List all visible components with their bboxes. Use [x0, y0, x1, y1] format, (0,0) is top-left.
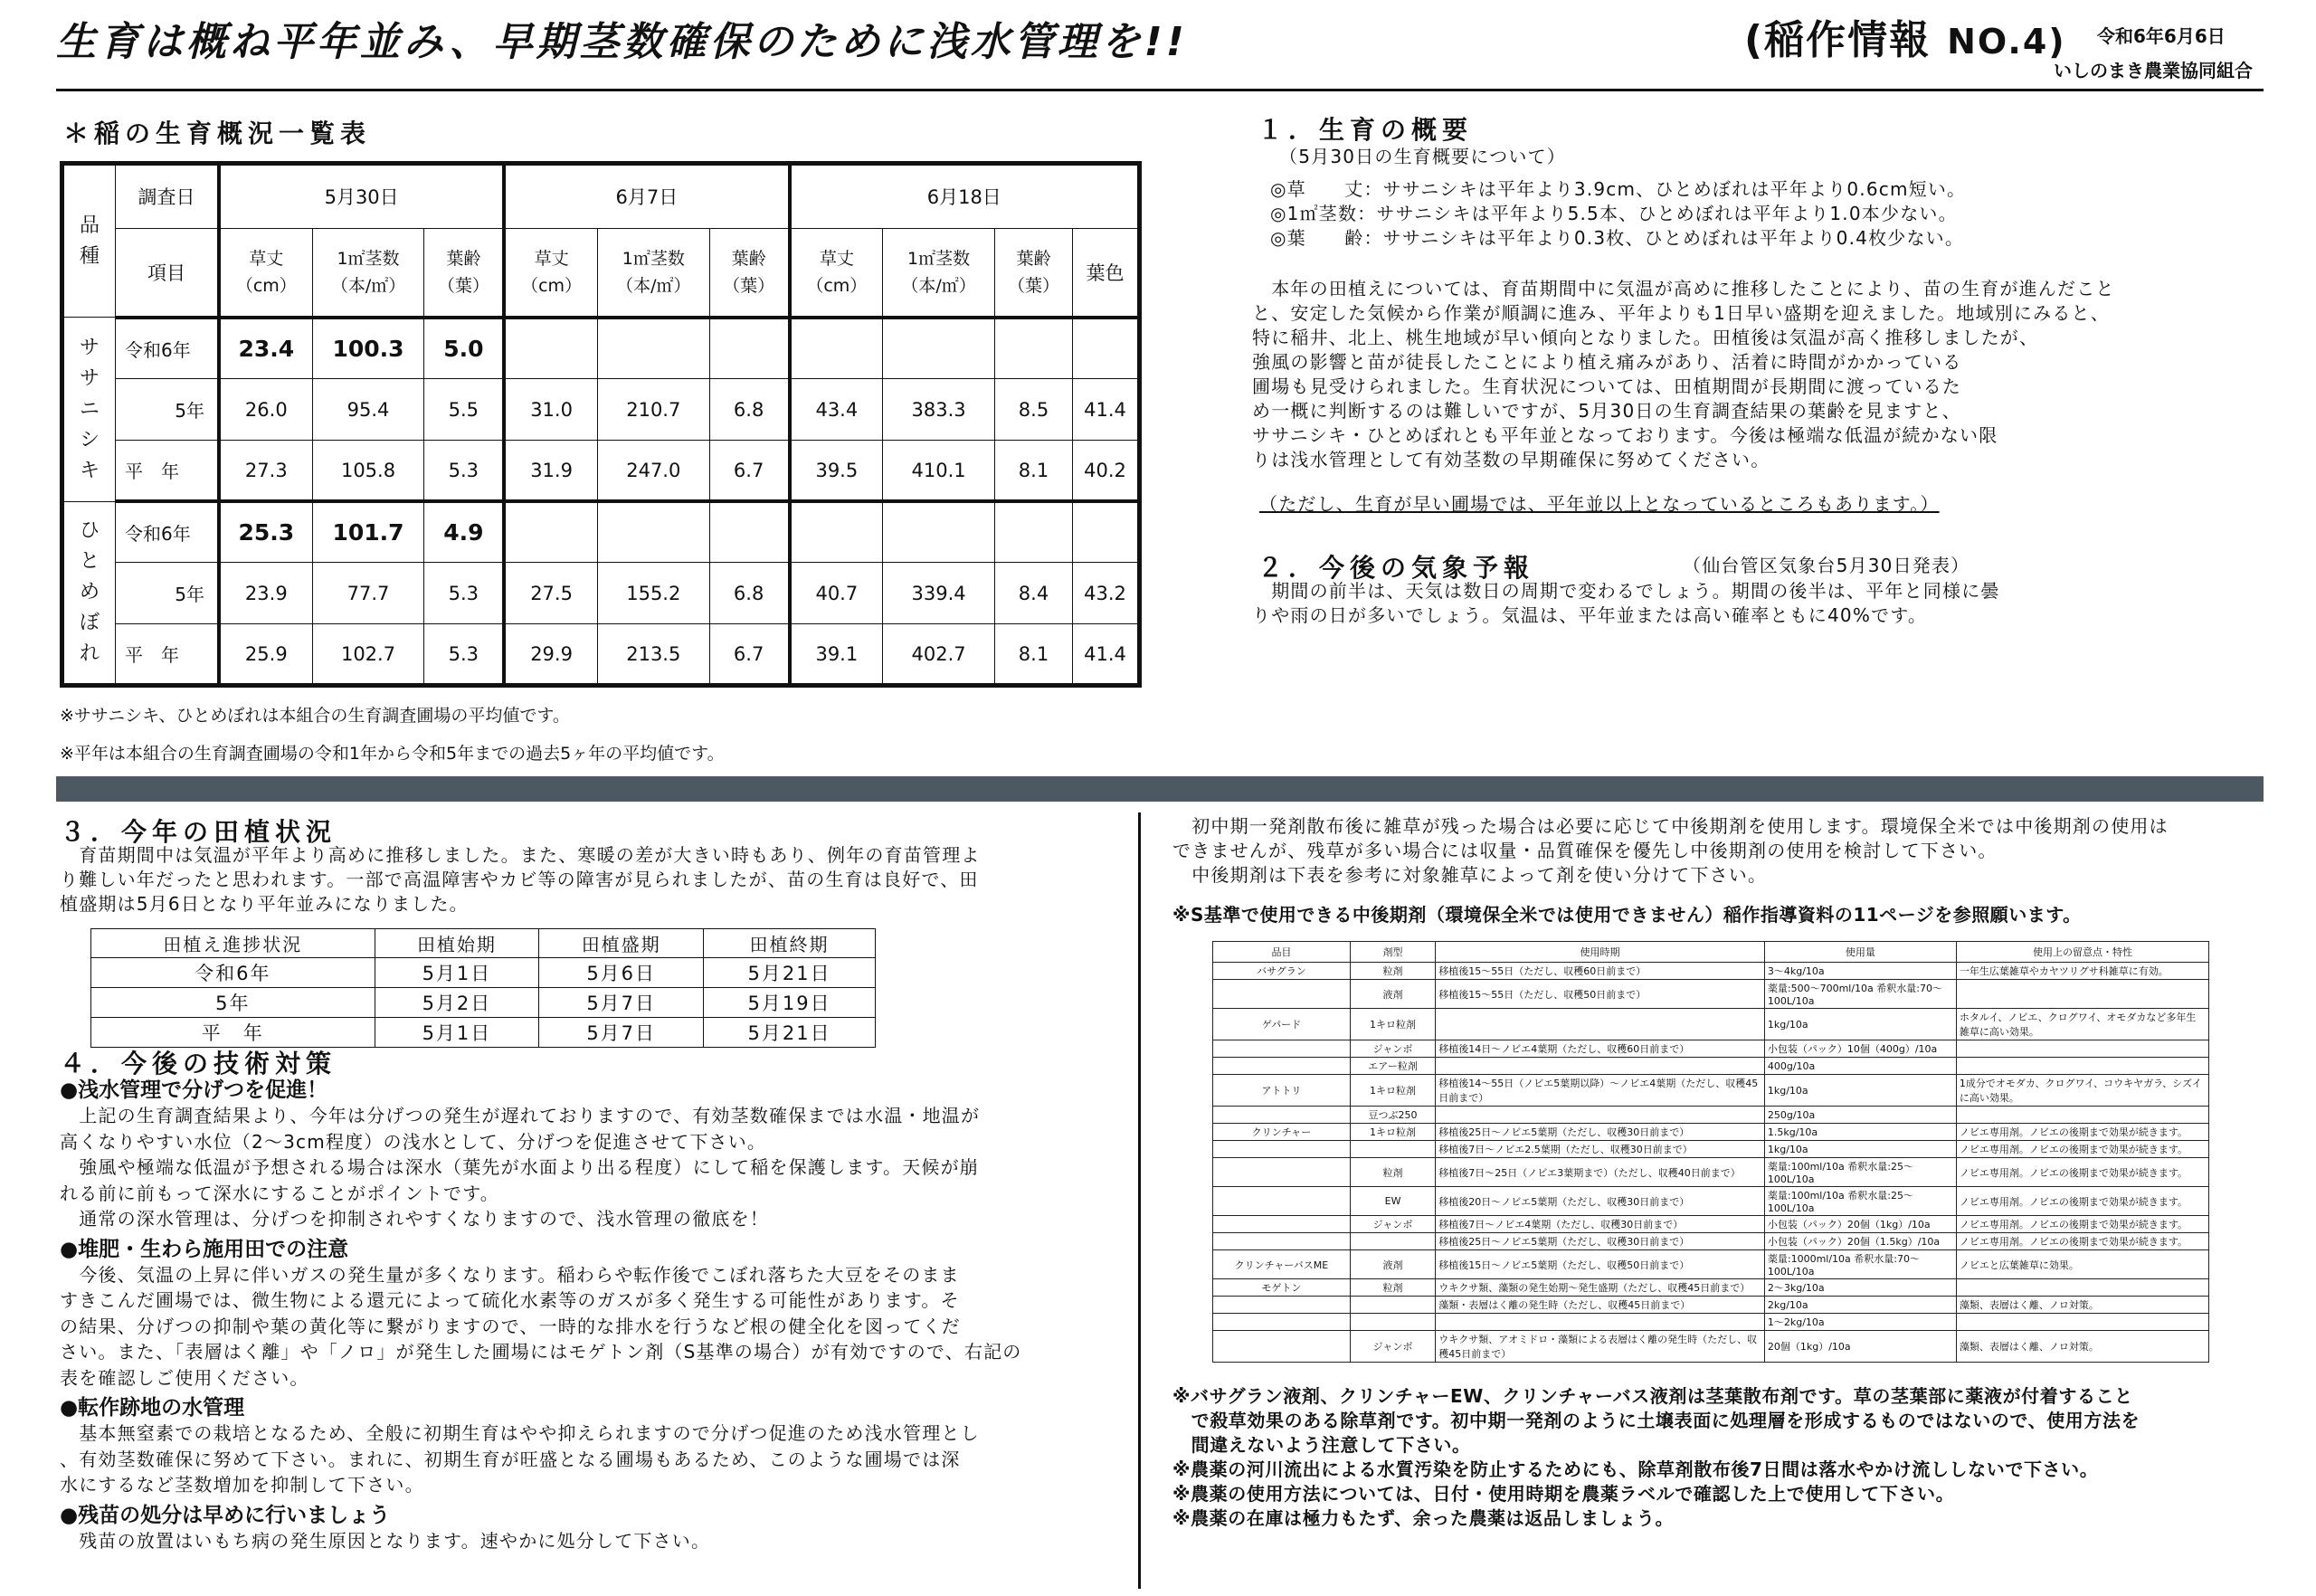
data-cell — [994, 501, 1072, 563]
herbicide-cell: 小包装（パック）20個（1.5kg）/10a — [1764, 1233, 1956, 1250]
data-cell: 95.4 — [312, 379, 424, 441]
data-cell: 77.7 — [312, 563, 424, 624]
note-line: ※農薬の在庫は極力もたず、余った農薬は返品しましょう。 — [1172, 1507, 1675, 1529]
herbicide-cell: 豆つぶ250 — [1350, 1107, 1435, 1124]
section4-title: ４．今後の技術対策 — [60, 1049, 337, 1078]
section2-source: （仙台管区気象台5月30日発表） — [1683, 555, 1970, 576]
herbicide-cell: ノビエ専用剤。ノビエの後期まで効果が続きます。 — [1956, 1233, 2208, 1250]
data-cell: 210.7 — [597, 379, 709, 441]
planting-header: 田植始期 — [375, 929, 539, 958]
summary-bullet: ◎1㎡茎数：ササニシキは平年より5.5本、ひとめぼれは平年より1.0本少ない。 — [1270, 203, 1958, 224]
date-header: 5月30日 — [219, 164, 504, 229]
growth-table-title: ＊稲の生育概況一覧表 — [63, 119, 372, 148]
data-cell — [883, 501, 995, 563]
herbicide-cell: 20個（1kg）/10a — [1764, 1331, 1956, 1363]
column-divider — [1138, 812, 1141, 1589]
right-intro — [1172, 814, 2258, 888]
section2-line: 期間の前半は、天気は数日の周期で変わるでしょう。期間の後半は、平年と同様に曇 — [1252, 580, 2000, 602]
tech-line: 通常の深水管理は、分げつを抑制されやすくなりますので、浅水管理の徹底を！ — [60, 1208, 769, 1230]
herbicide-cell: 移植後15～55日（ただし、収穫50日前まで） — [1436, 980, 1765, 1009]
herbicide-cell: 薬量:500～700ml/10a 希釈水量:70～100L/10a — [1764, 980, 1956, 1009]
tech-line: 表を確認しご使用ください。 — [60, 1366, 309, 1389]
herbicide-header: 使用量 — [1764, 942, 1956, 963]
herbicide-cell — [1213, 1141, 1351, 1158]
herbicide-cell: 液剤 — [1350, 980, 1435, 1009]
growth-table — [60, 161, 1142, 688]
data-cell: 8.1 — [994, 624, 1072, 686]
herbicide-cell — [1436, 1009, 1765, 1040]
herbicide-cell: ウキクサ類、藻類の発生始期～発生盛期（ただし、収穫45日前まで） — [1436, 1279, 1765, 1297]
herbicide-cell: 移植後7日～25日（ノビエ3葉期まで）（ただし、収穫40日前まで） — [1436, 1158, 1765, 1187]
variety-header: 品 種 — [62, 164, 116, 318]
data-cell — [994, 318, 1072, 379]
herbicide-cell — [1213, 1233, 1351, 1250]
section1-line: 強風の影響と苗が徒長したことにより植え痛みがあり、活着に時間がかかっている — [1252, 351, 1962, 373]
data-cell: 402.7 — [883, 624, 995, 686]
herbicide-cell — [1436, 1107, 1765, 1124]
data-cell: 6.7 — [709, 440, 789, 501]
section1-line: 本年の田植えについては、育苗期間中に気温が高めに推移したことにより、苗の生育が進んだこと — [1252, 278, 2115, 299]
data-cell: 41.4 — [1073, 624, 1140, 686]
planting-cell: 5月21日 — [704, 1018, 876, 1048]
herbicide-cell: 移植後25日～ノビエ5葉期（ただし、収穫30日前まで） — [1436, 1233, 1765, 1250]
planting-row-label: 平 年 — [91, 1018, 375, 1048]
intro-line: 中後期剤は下表を参考に対象雑草によって剤を使い分けて下さい。 — [1172, 864, 1768, 886]
herbicide-cell: EW — [1350, 1187, 1435, 1216]
herbicide-cell: 薬量:100ml/10a 希釈水量:25～100L/10a — [1764, 1187, 1956, 1216]
herbicide-cell — [1350, 1141, 1435, 1158]
herbicide-cell: 1キロ粒剤 — [1350, 1124, 1435, 1141]
herbicide-cell: 3～4kg/10a — [1764, 963, 1956, 980]
section1-line: ササニシキ・ひとめぼれとも平年並となっております。今後は極端な低温が続かない限 — [1252, 424, 1998, 446]
herbicide-cell — [1213, 1158, 1351, 1187]
data-cell: 4.9 — [424, 501, 504, 563]
section1-line: りは浅水管理として有効茎数の早期確保に努めてください。 — [1252, 449, 1770, 470]
herbicide-cell: ノビエ専用剤。ノビエの後期まで効果が続きます。 — [1956, 1124, 2208, 1141]
tech-line: さい。また、「表層はく離」や「ノロ」が発生した圃場にはモゲトン剤（S基準の場合）が有効ですので、右記の — [60, 1341, 1022, 1363]
herbicide-cell: ノビエ専用剤。ノビエの後期まで効果が続きます。 — [1956, 1141, 2208, 1158]
planting-cell: 5月7日 — [539, 1018, 704, 1048]
data-cell: 410.1 — [883, 440, 995, 501]
data-cell: 23.4 — [219, 318, 312, 379]
herbicide-cell: 1キロ粒剤 — [1350, 1009, 1435, 1040]
section3-body — [60, 843, 1115, 917]
row-label: 5年 — [116, 563, 220, 624]
herbicide-cell: 薬量:100ml/10a 希釈水量:25～100L/10a — [1764, 1158, 1956, 1187]
metric-header: 1㎡茎数 （本/㎡） — [312, 228, 424, 318]
variety-name: サ サ ニ シ キ — [62, 318, 116, 501]
herbicide-cell — [1436, 1314, 1765, 1331]
herbicide-cell: 400g/10a — [1764, 1058, 1956, 1075]
tech-line: 、有効茎数確保に努めて下さい。まれに、初期生育が旺盛となる圃場もあるため、このような圃場では深 — [60, 1448, 961, 1470]
data-cell: 5.3 — [424, 563, 504, 624]
section2-line: りや雨の日が多いでしょう。気温は、平年並または高い確率ともに40%です。 — [1252, 604, 1928, 626]
data-cell: 27.5 — [504, 563, 597, 624]
planting-header: 田植終期 — [704, 929, 876, 958]
herbicide-cell: 薬量:1000ml/10a 希釈水量:70～100L/10a — [1764, 1250, 1956, 1279]
tech-line: すきこんだ圃場では、微生物による還元によって硫化水素等のガスが多く発生する可能性があります。そ — [60, 1289, 960, 1311]
section3-line: り難しい年だったと思われます。一部で高温障害やカビ等の障害が見られましたが、苗の生育は良好で、田 — [60, 869, 979, 890]
survey-date-header: 調査日 — [116, 164, 220, 229]
herbicide-cell — [1956, 980, 2208, 1009]
herbicide-cell — [1213, 1331, 1351, 1363]
growth-note-2: ※平年は本組合の生育調査圃場の令和1年から令和5年までの過去5ヶ年の平均値です。 — [60, 744, 725, 764]
tech-line: 上記の生育調査結果より、今年は分げつの発生が遅れておりますので、有効茎数確保までは水温・地温が — [60, 1105, 981, 1126]
tech-line: 強風や極端な低温が予想される場合は深水（葉先が水面より出る程度）にして稲を保護します。天候が崩 — [60, 1156, 979, 1178]
row-label: 平 年 — [116, 440, 220, 501]
data-cell — [1073, 501, 1140, 563]
herbicide-cell: ノビエ専用剤。ノビエの後期まで効果が続きます。 — [1956, 1158, 2208, 1187]
tech-line: の結果、分げつの抑制や葉の黄化等に繋がりますので、一時的な排水を行うなど根の健全化を図ってくだ — [60, 1315, 961, 1337]
planting-row-label: 令和6年 — [91, 958, 375, 988]
metric-header: 草丈 （cm） — [219, 228, 312, 318]
organization-name: いしのまき農業協同組合 — [2054, 60, 2253, 81]
data-cell: 40.2 — [1073, 440, 1140, 501]
herbicide-cell: 粒剤 — [1350, 1158, 1435, 1187]
data-cell: 102.7 — [312, 624, 424, 686]
herbicide-cell — [1213, 1040, 1351, 1058]
herbicide-cell: 1kg/10a — [1764, 1075, 1956, 1107]
planting-row-label: 5年 — [91, 988, 375, 1018]
herbicide-cell: ノビエと広葉雑草に効果。 — [1956, 1250, 2208, 1279]
metric-header: 草丈 （cm） — [790, 228, 883, 318]
section1-body — [1252, 277, 2220, 472]
herbicide-cell: ジャンボ — [1350, 1040, 1435, 1058]
herbicide-cell — [1213, 1107, 1351, 1124]
data-cell: 339.4 — [883, 563, 995, 624]
planting-cell: 5月1日 — [375, 1018, 539, 1048]
herbicide-cell: 1成分でオモダカ、クログワイ、コウキヤガラ、シズイに高い効果。 — [1956, 1075, 2208, 1107]
note-line: 間違えないよう注意して下さい。 — [1172, 1434, 1471, 1456]
data-cell: 8.4 — [994, 563, 1072, 624]
variety-name: ひ と め ぼ れ — [62, 501, 116, 685]
herbicide-cell — [1956, 1040, 2208, 1058]
herbicide-cell: 移植後7日～ノビエ4葉期（ただし、収穫30日前まで） — [1436, 1216, 1765, 1233]
herbicide-cell — [1213, 980, 1351, 1009]
herbicide-cell: ジャンボ — [1350, 1331, 1435, 1363]
herbicide-cell: 粒剤 — [1350, 963, 1435, 980]
herbicide-header: 使用上の留意点・特性 — [1956, 942, 2208, 963]
tech-heading: ●浅水管理で分げつを促進！ — [60, 1078, 328, 1102]
data-cell: 247.0 — [597, 440, 709, 501]
leaf-color-header: 葉色 — [1073, 228, 1140, 318]
data-cell: 25.3 — [219, 501, 312, 563]
herbicide-cell: クリンチャーバスME — [1213, 1250, 1351, 1279]
metric-header: 葉齢 （葉） — [424, 228, 504, 318]
herbicide-cell: ジャンボ — [1350, 1216, 1435, 1233]
herbicide-table — [1212, 941, 2209, 1363]
data-cell: 5.3 — [424, 624, 504, 686]
section1-line: と、安定した気候から作業が順調に進み、平年よりも1日早い盛期を迎えました。地域別にみると、 — [1252, 302, 2110, 324]
planting-table — [90, 928, 876, 1048]
data-cell: 31.9 — [504, 440, 597, 501]
header-divider — [56, 89, 2264, 91]
data-cell — [1073, 318, 1140, 379]
herbicide-cell — [1213, 1187, 1351, 1216]
herbicide-cell: クリンチャー — [1213, 1124, 1351, 1141]
herbicide-cell: 小包装（パック）20個（1kg）/10a — [1764, 1216, 1956, 1233]
data-cell: 101.7 — [312, 501, 424, 563]
tech-line: 基本無窒素での栽培となるため、全般に初期生育はやや抑えられますので分げつ促進のため浅水管理とし — [60, 1422, 980, 1444]
reference-note: ※S基準で使用できる中後期剤（環境保全米では使用できません）稲作指導資料の11ページを参照願います。 — [1172, 904, 2082, 926]
herbicide-cell: 移植後14日～ノビエ4葉期（ただし、収穫60日前まで） — [1436, 1040, 1765, 1058]
herbicide-cell: 移植後25日～ノビエ5葉期（ただし、収穫30日前まで） — [1436, 1124, 1765, 1141]
tech-heading: ●転作跡地の水管理 — [60, 1396, 245, 1420]
row-label: 令和6年 — [116, 318, 220, 379]
herbicide-cell: 2～3kg/10a — [1764, 1279, 1956, 1297]
data-cell: 43.4 — [790, 379, 883, 441]
headline: 生育は概ね平年並み、早期茎数確保のために浅水管理を!! — [56, 19, 1188, 65]
data-cell: 383.3 — [883, 379, 995, 441]
intro-line: 初中期一発剤散布後に雑草が残った場合は必要に応じて中後期剤を使用します。環境保全米では中後期剤の使用は — [1172, 815, 2169, 837]
date-header: 6月18日 — [790, 164, 1140, 229]
data-cell: 39.1 — [790, 624, 883, 686]
herbicide-cell: ゲパード — [1213, 1009, 1351, 1040]
herbicide-cell: 移植後20日～ノビエ5葉期（ただし、収穫30日前まで） — [1436, 1187, 1765, 1216]
herbicide-cell — [1956, 1107, 2208, 1124]
herbicide-cell: 藻類、表層はく離、ノロ対策。 — [1956, 1331, 2208, 1363]
herbicide-cell — [1956, 1279, 2208, 1297]
planting-cell: 5月2日 — [375, 988, 539, 1018]
tech-line: 残苗の放置はいもち病の発生原因となります。速やかに処分して下さい。 — [60, 1529, 711, 1552]
date-header: 6月7日 — [504, 164, 789, 229]
herbicide-cell: 250g/10a — [1764, 1107, 1956, 1124]
data-cell: 26.0 — [219, 379, 312, 441]
note-line: で殺草効果のある除草剤です。初中期一発剤のように土壌表面に処理層を形成するものではないので、使用方法を — [1172, 1410, 2140, 1431]
data-cell: 6.8 — [709, 563, 789, 624]
herbicide-cell — [1956, 1058, 2208, 1075]
row-label: 平 年 — [116, 624, 220, 686]
section3-line: 植盛期は5月6日となり平年並みになりました。 — [60, 893, 469, 915]
section-band — [56, 776, 2264, 802]
herbicide-header: 剤型 — [1350, 942, 1435, 963]
data-cell — [709, 501, 789, 563]
note-line: ※農薬の使用方法については、日付・使用時期を農薬ラベルで確認した上で使用して下さい。 — [1172, 1483, 1955, 1505]
planting-cell: 5月19日 — [704, 988, 876, 1018]
data-cell — [597, 501, 709, 563]
herbicide-cell: バサグラン — [1213, 963, 1351, 980]
herbicide-header: 品目 — [1213, 942, 1351, 963]
note-line: ※バサグラン液剤、クリンチャーEW、クリンチャーバス液剤は茎葉散布剤です。草の茎葉部に薬液が付着すること — [1172, 1385, 2133, 1407]
metric-header: 葉齢 （葉） — [709, 228, 789, 318]
data-cell: 100.3 — [312, 318, 424, 379]
data-cell — [597, 318, 709, 379]
herbicide-cell: 移植後15～55日（ただし、収穫60日前まで） — [1436, 963, 1765, 980]
herbicide-cell: 一年生広葉雑草やカヤツリグサ科雑草に有効。 — [1956, 963, 2208, 980]
herbicide-cell: アトトリ — [1213, 1075, 1351, 1107]
herbicide-cell: 移植後7日～ノビエ2.5葉期（ただし、収穫30日前まで） — [1436, 1141, 1765, 1158]
herbicide-cell: 1kg/10a — [1764, 1141, 1956, 1158]
herbicide-cell — [1956, 1314, 2208, 1331]
tech-heading: ●堆肥・生わら施用田での注意 — [60, 1237, 349, 1261]
herbicide-cell — [1213, 1216, 1351, 1233]
herbicide-cell: 粒剤 — [1350, 1279, 1435, 1297]
section3-line: 育苗期間中は気温が平年より高めに推移しました。また、寒暖の差が大きい時もあり、例年の育苗管理よ — [60, 844, 981, 866]
data-cell: 23.9 — [219, 563, 312, 624]
summary-bullet: ◎草 丈：ササニシキは平年より3.9cm、ひとめぼれは平年より0.6cm短い。 — [1270, 178, 1967, 200]
data-cell — [790, 318, 883, 379]
herbicide-cell — [1213, 1297, 1351, 1314]
tech-line: 今後、気温の上昇に伴いガスの発生量が多くなります。稲わらや転作後でこぼれ落ちた大豆をそのまま — [60, 1263, 960, 1286]
herbicide-header: 使用時期 — [1436, 942, 1765, 963]
herbicide-cell: 2kg/10a — [1764, 1297, 1956, 1314]
herbicide-cell: エアー粒剤 — [1350, 1058, 1435, 1075]
herbicide-cell: 液剤 — [1350, 1250, 1435, 1279]
section1-bullets — [1270, 177, 1966, 251]
data-cell — [709, 318, 789, 379]
data-cell: 5.0 — [424, 318, 504, 379]
section1-line: 圃場も見受けられました。生育状況については、田植期間が長期間に渡っているた — [1252, 375, 1961, 397]
right-notes — [1172, 1384, 2267, 1531]
tech-line: 高くなりやすい水位（2～3cm程度）の浅水として、分げつを促進させて下さい。 — [60, 1130, 767, 1153]
planting-header: 田植え進捗状況 — [91, 929, 375, 958]
herbicide-cell: 1～2kg/10a — [1764, 1314, 1956, 1331]
row-label: 令和6年 — [116, 501, 220, 563]
herbicide-cell: 1.5kg/10a — [1764, 1124, 1956, 1141]
issue-number: NO.4) — [1947, 22, 2066, 62]
herbicide-cell: 1kg/10a — [1764, 1009, 1956, 1040]
issue-title-text: (稲作情報 — [1744, 17, 1932, 63]
data-cell: 5.3 — [424, 440, 504, 501]
intro-line: できませんが、残草が多い場合には収量・品質確保を優先し中後期剤の使用を検討して下さい。 — [1172, 840, 1998, 861]
herbicide-cell: ホタルイ、ノビエ、クログワイ、オモダカなど多年生雑草に高い効果。 — [1956, 1009, 2208, 1040]
herbicide-cell: ノビエ専用剤。ノビエの後期まで効果が続きます。 — [1956, 1187, 2208, 1216]
section1-note: （ただし、生育が早い圃場では、平年並以上となっているところもあります。） — [1259, 493, 1940, 515]
section1-line: 特に稲井、北上、桃生地域が早い傾向となりました。田植後は気温が高く推移しましたが、 — [1252, 327, 2039, 348]
section4-body — [60, 1073, 1115, 1553]
planting-cell: 5月21日 — [704, 958, 876, 988]
metric-header: 1㎡茎数 （本/㎡） — [883, 228, 995, 318]
data-cell: 31.0 — [504, 379, 597, 441]
metric-header: 草丈 （cm） — [504, 228, 597, 318]
planting-header: 田植盛期 — [539, 929, 704, 958]
herbicide-cell: 藻類・表層はく離の発生時（ただし、収穫45日前まで） — [1436, 1297, 1765, 1314]
herbicide-cell: モゲトン — [1213, 1279, 1351, 1297]
data-cell: 5.5 — [424, 379, 504, 441]
data-cell: 8.5 — [994, 379, 1072, 441]
note-line: ※農薬の河川流出による水質汚染を防止するためにも、除草剤散布後7日間は落水やかけ流ししないで下さい。 — [1172, 1458, 2099, 1480]
herbicide-cell: 移植後15日～ノビエ5葉期（ただし、収穫50日前まで） — [1436, 1250, 1765, 1279]
issue-date: 令和6年6月6日 — [2097, 25, 2226, 47]
row-label: 5年 — [116, 379, 220, 441]
data-cell: 105.8 — [312, 440, 424, 501]
herbicide-cell — [1213, 1314, 1351, 1331]
tech-line: 水にするなど茎数増加を抑制して下さい。 — [60, 1474, 424, 1496]
data-cell: 155.2 — [597, 563, 709, 624]
data-cell: 43.2 — [1073, 563, 1140, 624]
data-cell: 29.9 — [504, 624, 597, 686]
planting-cell: 5月1日 — [375, 958, 539, 988]
section1-subtitle: （5月30日の生育概要について） — [1279, 146, 1566, 167]
herbicide-cell: ノビエ専用剤。ノビエの後期まで効果が続きます。 — [1956, 1216, 2208, 1233]
growth-note-1: ※ササニシキ、ひとめぼれは本組合の生育調査圃場の平均値です。 — [60, 706, 570, 726]
planting-cell: 5月6日 — [539, 958, 704, 988]
section1-line: め一概に判断するのは難しいですが、5月30日の生育調査結果の葉齢を見ますと、 — [1252, 400, 1961, 422]
data-cell — [504, 501, 597, 563]
herbicide-cell — [1350, 1233, 1435, 1250]
herbicide-cell: 小包装（パック）10個（400g）/10a — [1764, 1040, 1956, 1058]
herbicide-cell: ウキクサ類、アオミドロ・藻類による表層はく離の発生時（ただし、収穫45日前まで） — [1436, 1331, 1765, 1363]
data-cell — [504, 318, 597, 379]
herbicide-cell: 移植後14～55日（ノビエ5葉期以降）～ノビエ4葉期（ただし、収穫45日前まで） — [1436, 1075, 1765, 1107]
tech-line: れる前に前もって深水にすることがポイントです。 — [60, 1182, 499, 1204]
data-cell: 25.9 — [219, 624, 312, 686]
item-header: 項目 — [116, 228, 220, 318]
herbicide-cell: 1キロ粒剤 — [1350, 1075, 1435, 1107]
herbicide-cell — [1350, 1297, 1435, 1314]
data-cell: 8.1 — [994, 440, 1072, 501]
herbicide-cell: 藻類、表層はく離、ノロ対策。 — [1956, 1297, 2208, 1314]
tech-heading: ●残苗の処分は早めに行いましょう — [60, 1503, 391, 1527]
data-cell — [790, 501, 883, 563]
summary-bullet: ◎葉 齢：ササニシキは平年より0.3枚、ひとめぼれは平年より0.4枚少ない。 — [1270, 227, 1965, 249]
section2-title: ２．今後の気象予報 — [1258, 553, 1535, 583]
metric-header: 1㎡茎数 （本/㎡） — [597, 228, 709, 318]
section1-title: １．生育の概要 — [1258, 115, 1474, 145]
data-cell: 6.8 — [709, 379, 789, 441]
herbicide-cell — [1436, 1058, 1765, 1075]
herbicide-cell — [1350, 1314, 1435, 1331]
data-cell: 213.5 — [597, 624, 709, 686]
issue-title — [1744, 7, 2066, 65]
data-cell: 27.3 — [219, 440, 312, 501]
data-cell: 41.4 — [1073, 379, 1140, 441]
data-cell: 6.7 — [709, 624, 789, 686]
section2-body — [1252, 579, 2220, 628]
metric-header: 葉齢 （葉） — [994, 228, 1072, 318]
data-cell: 40.7 — [790, 563, 883, 624]
data-cell — [883, 318, 995, 379]
section3-title: ３．今年の田植状況 — [60, 817, 337, 847]
data-cell: 39.5 — [790, 440, 883, 501]
herbicide-cell — [1213, 1058, 1351, 1075]
planting-cell: 5月7日 — [539, 988, 704, 1018]
